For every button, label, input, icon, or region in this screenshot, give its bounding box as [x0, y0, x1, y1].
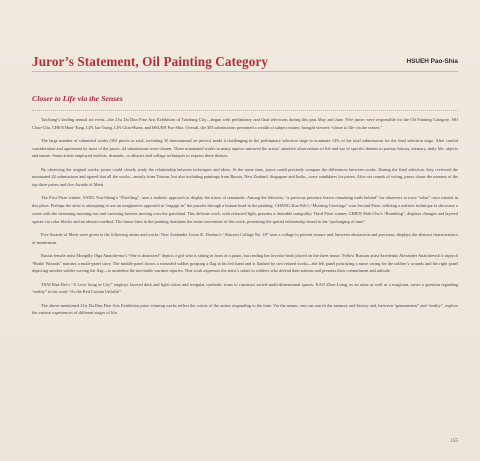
paragraph: Taichung’s leading annual art event—the 21st Da Dun Fine Arts Exhibition of Taichung City—began with preliminary and final selections during this past May and June. Five jurors were responsible for the Oil Painting Category: HO Chao-Chu, CHEN Huei-Tung, LIN Jau-Tsang, LIN Chin-Hsien, and HSUEH Pao-Shia. Overall, the 303 submissions presented a wealth of subject matter, brought viewers “closer to life via the senses.”: [32, 117, 458, 130]
paragraph: Five Awards of Merit were given to the following artists and works: New Zealander Lucas K. Doolan’s “Abstract Collage No. 18” uses a collage to present texture and, between abstraction and precision, displays the abstract characteristics of modernism.: [32, 231, 458, 245]
paragraph: The First Prize winner, YANG You-Sheng’s “Dwelling”, uses a realistic approach to display the traces of remainder. Among the leftovers, “a previous presence leaves remaining trails behind” for observers to trace “what” once existed in this place. Perhaps the artist is attempting to use an imaginative approach to “engage in” the puzzles through a human head in the painting. CHANG Kuo-Erh’s “Morning Greetings” won Second Prize, utilizing a realistic technique to showcase a scene with the streaming morning sun and caressing breezes moving over the grassland. This delicate work, with refracted light, presents a desirable tranquility. Third Prize winner, CHIEN Shih-Chu’s “Rambling”, displays changes and layered spaces via color blocks and an abstract method. The linear lines in the painting dominate the entire movement of this work, presenting the spatial relationship found in the “prolonging of time”.: [32, 195, 458, 224]
article-body: [32, 116, 458, 323]
paragraph: The large number of submitted works (303 pieces in total, including 30 international art pieces) made it challenging in the preliminary selection stage to nominate 14% of the total submissions for the final selection stage. After careful consideration and agreement by most of the jurors, 44 submissions were chosen. These nominated works in many aspects mirrored the artists’ attentive observations of life and use of specific themes to portray history, memory, daily life, objects and nature. Some artists employed realistic, dramatic, or abstract and collage techniques to express these themes.: [32, 138, 458, 159]
paragraph: By observing the original works, jurors could closely study the relationship between techniques and ideas. At the same time, jurors could precisely compare the differences between works. During the final selection, they reviewed the nominated 42 submissions and agreed that all the works—mostly from Taiwan, but also including paintings from Russia, New Zealand, Singapore and India—were candidates for prizes. After six rounds of voting, jurors chose the winners of the top three prizes and five Awards of Merit.: [32, 166, 458, 188]
author-name: HSUEH Pao-Shia: [406, 58, 458, 65]
paragraph: The above-mentioned 21st Da Dun Fine Arts Exhibition prize-winning works reflect the voices of the artists responding to the time. Via the senses, one can search the memory and history and, between “genuineness” and “reality”, explore the various experiences of different stages of life.: [32, 302, 458, 316]
paragraph: Russia female artist Mongilly Olga Anatolievna’s “She is distracted” depicts a girl who is sitting in front of a piano, but reading her favorite book placed on the sheet music. Fellow Russian artist Savelenko Alexander Anatolievich’s triptych “Battle Wounds” narrates a multi-panel story. The middle panel shows a wounded soldier grasping a flag in his left hand and is flanked by two related works—the left panel portraying a nurse caring for the soldier’s wounds and the right panel depicting another soldier waving the flag—to underline the inevitable wartime injuries. This work expresses the artist’s salute to soldiers who defend their nations and presents their commitment and attitude.: [32, 252, 458, 274]
article-title: Juror’s Statement, Oil Painting Category: [32, 54, 269, 69]
subtitle-divider: [32, 110, 458, 111]
article-subtitle: Closer to Life via the Senses: [32, 94, 123, 103]
paragraph: TSAI Run-Dei’s “A Love Song in City” employs layered dark and light colors and irregular symbolic icons to construct varied multi-dimensional spaces. KAO Zhao-Liang, as an artist as well as a magician, raises a question regarding “reality” in his work “As the Red Curtain Unfolds”.: [32, 281, 458, 295]
page-header: [32, 50, 458, 72]
page-number: 155: [450, 439, 458, 444]
